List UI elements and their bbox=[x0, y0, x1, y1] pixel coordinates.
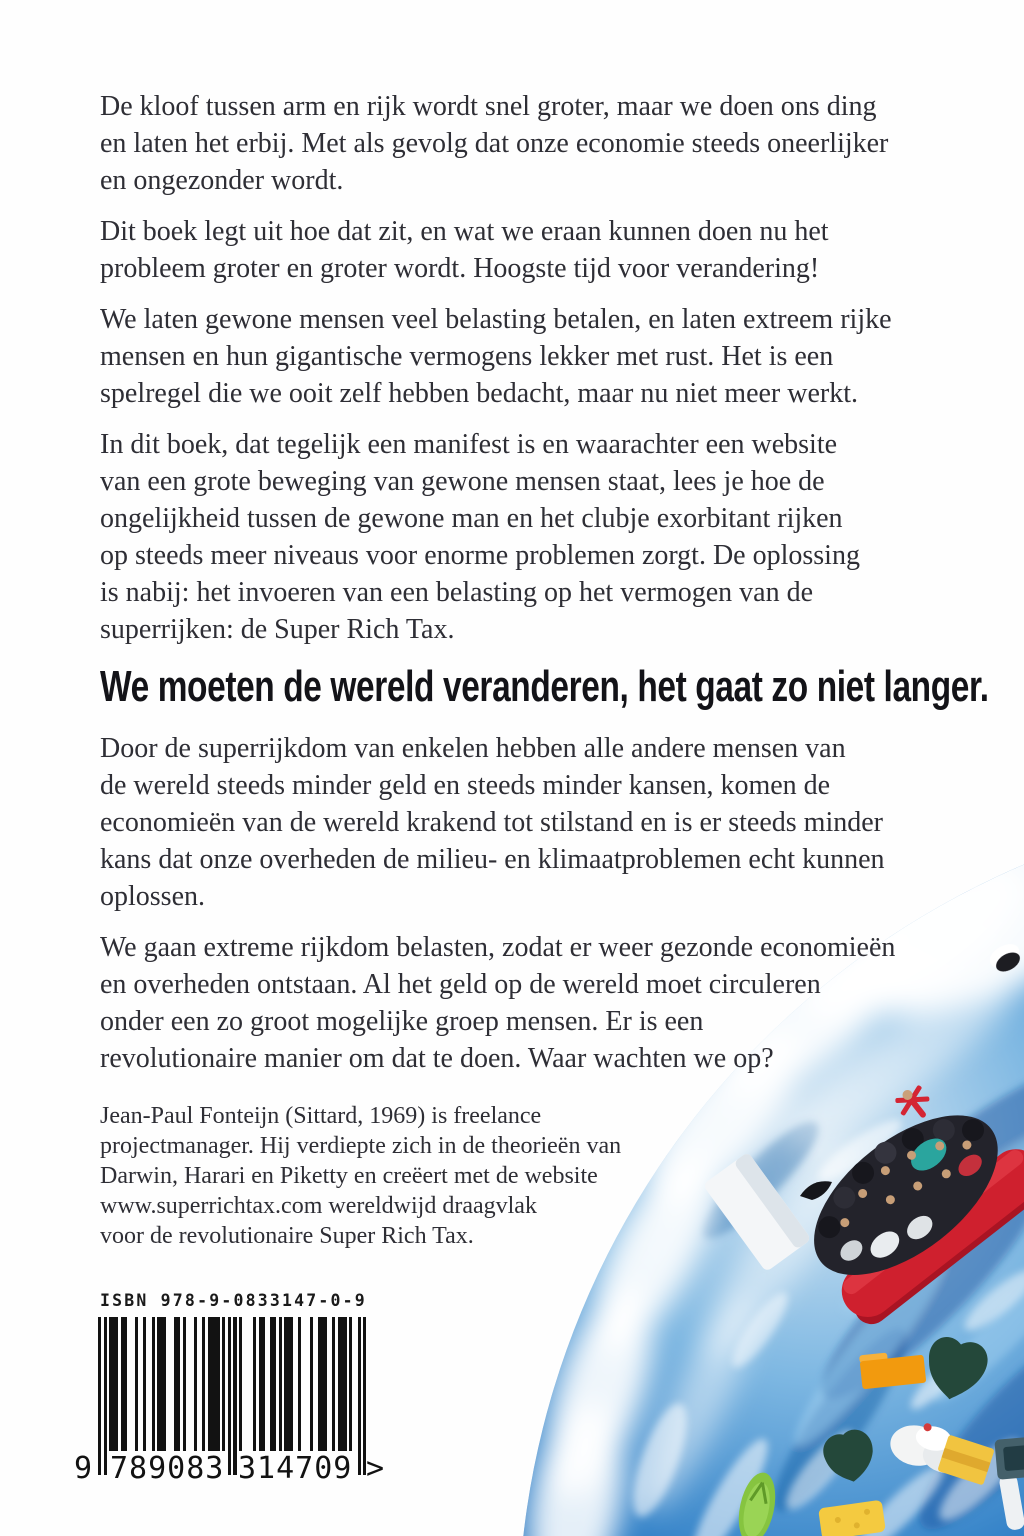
back-cover-copy bbox=[74, 88, 989, 1493]
ean-first-digit: 9 bbox=[74, 1451, 93, 1486]
paragraph-6: We gaan extreme rijkdom belasten, zodat er weer gezonde economieën en overheden ontstaan. Al het geld op de wereld moet circuleren onder een zo groot mogelijke groep mensen. Er is een revolutionaire manier om dat te doen. Waar wachten we op? bbox=[100, 932, 896, 1074]
ean-digits bbox=[74, 1451, 418, 1491]
ean-group-1: 789083 bbox=[110, 1451, 225, 1486]
ean-group-2: 314709 bbox=[238, 1451, 353, 1486]
paragraph-1: De kloof tussen arm en rijk wordt snel groter, maar we doen ons ding en laten het erbij. Met als gevolg dat onze economie steeds oneerlijker en ongezonder wordt. bbox=[100, 91, 889, 196]
isbn-number: ISBN 978-9-0833147-0-9 bbox=[100, 1291, 367, 1310]
ean-quiet-zone-arrow: > bbox=[366, 1451, 385, 1486]
headline: We moeten de wereld veranderen, het gaat zo niet langer. bbox=[100, 662, 989, 711]
paragraph-4: In dit boek, dat tegelijk een manifest is en waarachter een website van een grote beweging van gewone mensen staat, lees je hoe de ongelijkheid tussen de gewone man en het clubje exorbitant rijken op steeds meer niveaus voor enorme problemen zorgt. De oplossing is nabij: het invoeren van een belasting op het vermogen van de superrijken: de Super Rich Tax. bbox=[100, 429, 860, 645]
ean-barcode bbox=[74, 1317, 385, 1493]
paragraph-5: Door de superrijkdom van enkelen hebben alle andere mensen van de wereld steeds minder geld en steeds minder kansen, komen de economieën van de wereld krakend tot stilstand en is er steeds minder kans dat onze overheden de milieu- en klimaatproblemen echt kunnen oplossen. bbox=[100, 733, 885, 912]
paragraph-3: We laten gewone mensen veel belasting betalen, en laten extreem rijke mensen en hun gigantische vermogens lekker met rust. Het is een spelregel die we ooit zelf hebben bedacht, maar nu niet meer werkt. bbox=[100, 304, 892, 409]
isbn-barcode-block bbox=[74, 1291, 936, 1493]
author-bio: Jean-Paul Fonteijn (Sittard, 1969) is freelance projectmanager. Hij verdiepte zich in de theorieën van Darwin, Harari en Piketty en creëert met de website www.superrichtax.com wereldwijd draagvlak voor de revolutionaire Super Rich Tax. bbox=[100, 1103, 622, 1249]
teal-box bbox=[994, 1436, 1024, 1480]
paragraph-2: Dit boek legt uit hoe dat zit, en wat we eraan kunnen doen nu het probleem groter en groter wordt. Hoogste tijd voor verandering! bbox=[100, 216, 829, 284]
